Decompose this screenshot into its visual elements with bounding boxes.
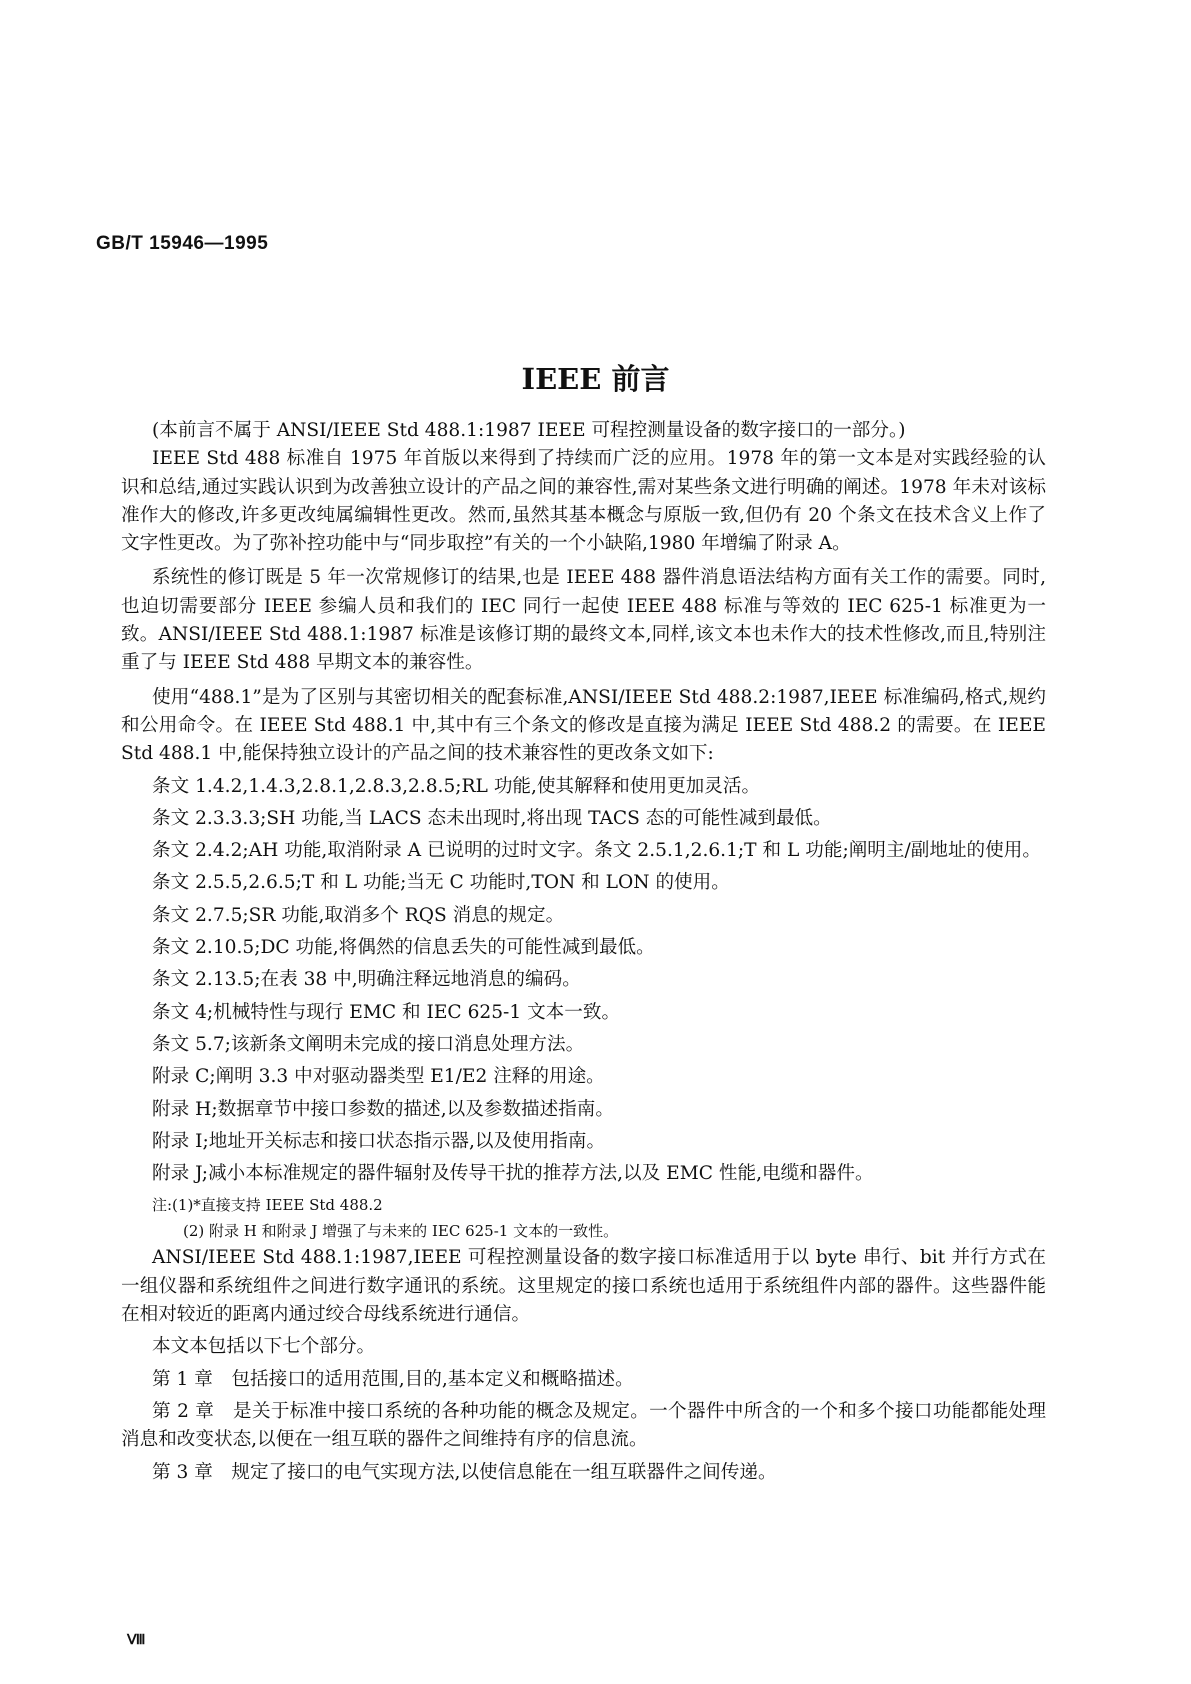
list-item: 条文 2.5.5,2.6.5;T 和 L 功能;当无 C 功能时,TON 和 LON 的使用。: [152, 872, 730, 894]
page-number: Ⅷ: [127, 1633, 146, 1648]
paragraph-parts-intro: 本文本包括以下七个部分。: [152, 1336, 376, 1358]
paragraph-history: IEEE Std 488 标准自 1975 年首版以来得到了持续而广泛的应用。1978 年的第一文本是对实践经验的认识和总结,通过实践认识到为改善独立设计的产品之间的兼容性,需对某些条文进行明确的阐述。1978 年未对该标准作大的修改,许多更改纯属编辑性更改。然而,虽然其基本概念与原版一致,但仍有 20 个条文在技术含义上作了文字性更改。为了弥补控功能中与“同步取控”有关的一个小缺陷,1980 年增编了附录 A。: [121, 448, 1046, 555]
list-item: 附录 C;阐明 3.3 中对驱动器类型 E1/E2 注释的用途。: [152, 1066, 605, 1088]
note-2: (2) 附录 H 和附录 J 增强了与未来的 IEC 625-1 文本的一致性。: [183, 1222, 619, 1241]
list-item: 条文 2.10.5;DC 功能,将偶然的信息丢失的可能性减到最低。: [152, 937, 655, 959]
document-code: GB/T 15946—1995: [96, 233, 269, 254]
list-item: 附录 J;减小本标准规定的器件辐射及传导干扰的推荐方法,以及 EMC 性能,电缆和器件。: [152, 1163, 874, 1185]
chapter-3: 第 3 章 规定了接口的电气实现方法,以使信息能在一组互联器件之间传递。: [152, 1461, 777, 1483]
list-item: 条文 4;机械特性与现行 EMC 和 IEC 625-1 文本一致。: [152, 1001, 621, 1023]
note-1: 注:(1)*直接支持 IEEE Std 488.2: [152, 1196, 383, 1215]
paragraph-scope-488-1: ANSI/IEEE Std 488.1:1987,IEEE 可程控测量设备的数字接口标准适用于以 byte 串行、bit 并行方式在一组仪器和系统组件之间进行数字通讯的系统。这里规定的接口系统也适用于系统组件内部的器件。这些器件能在相对较近的距离内通过绞合母线系统进行通信。: [121, 1247, 1046, 1326]
paragraph-488-1: 使用“488.1”是为了区别与其密切相关的配套标准,ANSI/IEEE Std 488.2:1987,IEEE 标准编码,格式,规约和公用命令。在 IEEE Std 488.1 中,其中有三个条文的修改是直接为满足 IEEE Std 488.2 的需要。在 IEEE Std 488.1 中,能保持独立设计的产品之间的技术兼容性的更改条文如下:: [121, 686, 1046, 765]
list-item: 条文 1.4.2,1.4.3,2.8.1,2.8.3,2.8.5;RL 功能,使其解释和使用更加灵活。: [152, 775, 761, 797]
page-title: IEEE 前言: [521, 362, 670, 396]
chapter-2: 第 2 章 是关于标准中接口系统的各种功能的概念及规定。一个器件中所含的一个和多个接口功能都能处理消息和改变状态,以便在一组互联的器件之间维持有序的信息流。: [121, 1400, 1046, 1451]
body-text: [121, 417, 1046, 1487]
list-item: 条文 5.7;该新条文阐明未完成的接口消息处理方法。: [152, 1033, 585, 1055]
chapter-1: 第 1 章 包括接口的适用范围,目的,基本定义和概略描述。: [152, 1368, 634, 1390]
list-item: 条文 2.4.2;AH 功能,取消附录 A 已说明的过时文字。条文 2.5.1,2.6.1;T 和 L 功能;阐明主/副地址的使用。: [152, 840, 1041, 862]
list-item: 附录 I;地址开关标志和接口状态指示器,以及使用指南。: [152, 1130, 606, 1152]
list-item: 条文 2.3.3.3;SH 功能,当 LACS 态未出现时,将出现 TACS 态的可能性减到最低。: [152, 807, 832, 829]
list-item: 条文 2.13.5;在表 38 中,明确注释远地消息的编码。: [152, 969, 581, 991]
list-item: 附录 H;数据章节中接口参数的描述,以及参数描述指南。: [152, 1098, 614, 1120]
list-item: 条文 2.7.5;SR 功能,取消多个 RQS 消息的规定。: [152, 904, 565, 926]
paragraph-scope: (本前言不属于 ANSI/IEEE Std 488.1:1987 IEEE 可程控测量设备的数字接口的一部分。): [152, 420, 906, 441]
paragraph-revision: 系统性的修订既是 5 年一次常规修订的结果,也是 IEEE 488 器件消息语法结构方面有关工作的需要。同时,也迫切需要部分 IEEE 参编人员和我们的 IEC 同行一起使 IEEE 488 标准与等效的 IEC 625-1 标准更为一致。ANSI/IEEE Std 488.1:1987 标准是该修订期的最终文本,同样,该文本也未作大的技术性修改,而且,特别注重了与 IEEE Std 488 早期文本的兼容性。: [121, 567, 1046, 674]
